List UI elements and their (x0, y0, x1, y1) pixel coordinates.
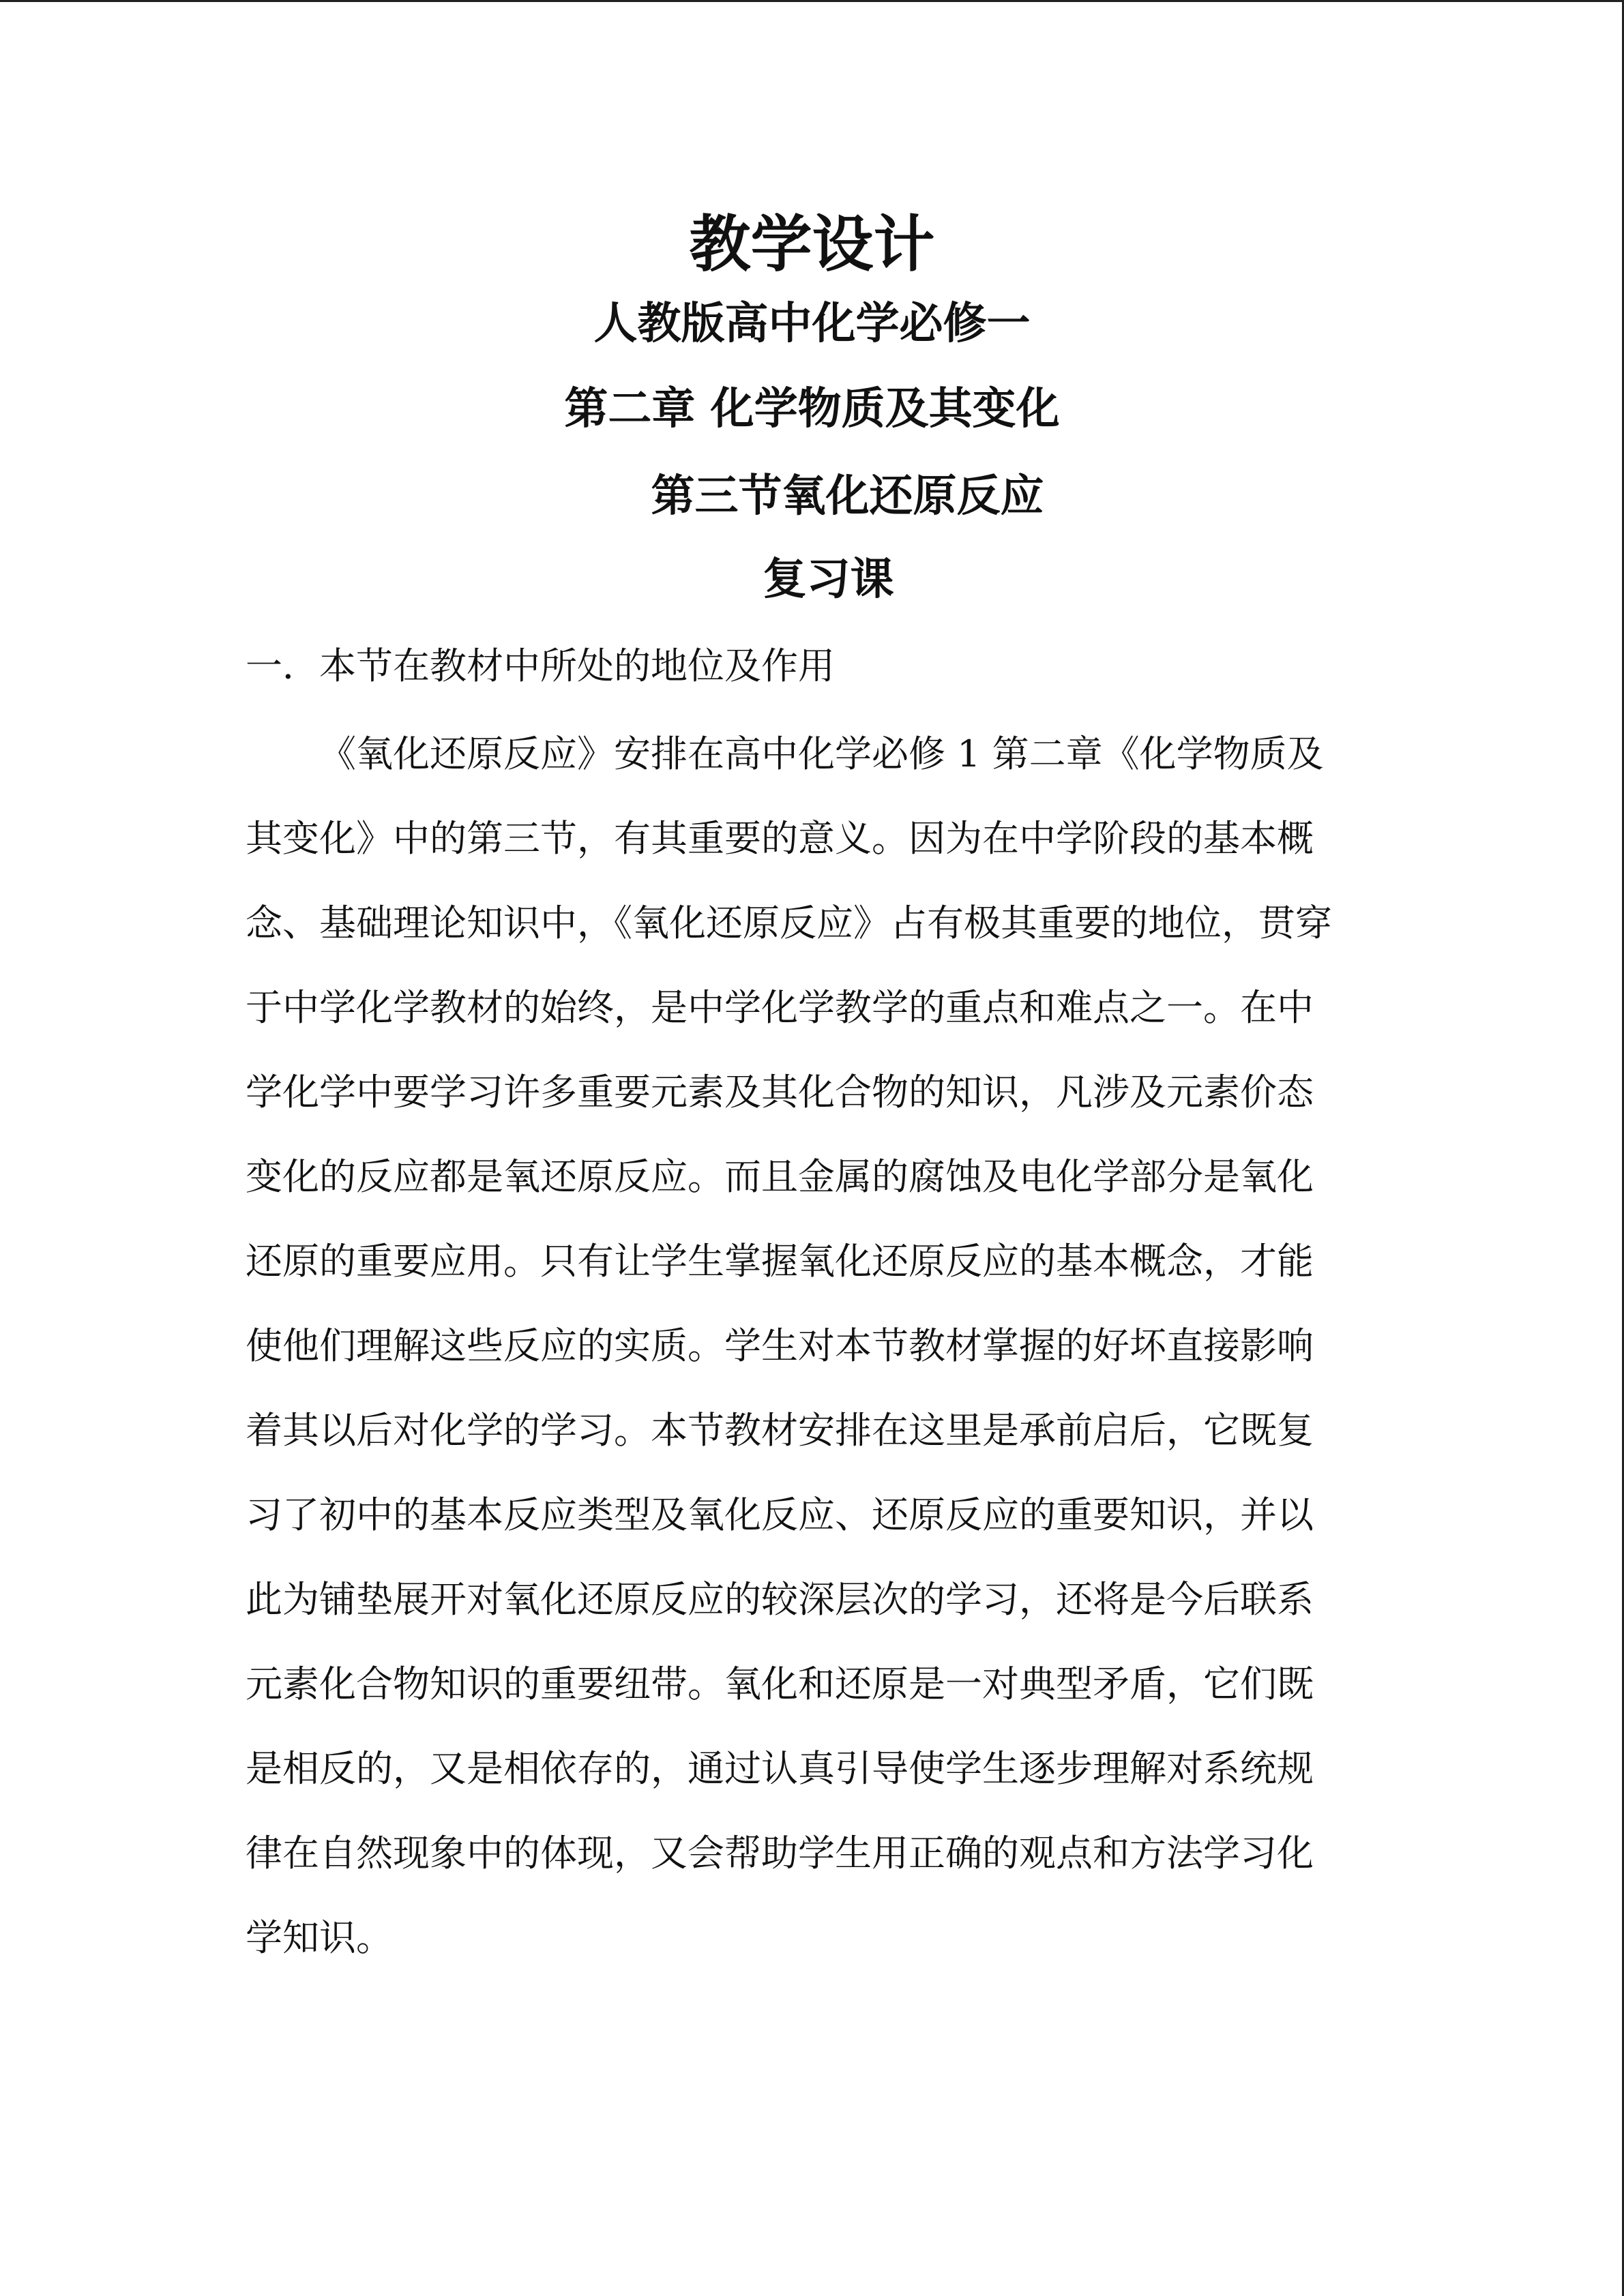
paragraph-line: 元素化合物知识的重要纽带。氧化和还原是一对典型矛盾，它们既 (246, 1663, 1314, 1705)
edition-subtitle: 人教版高中化学必修一 (593, 298, 1031, 349)
paragraph-line: 变化的反应都是氧还原反应。而且金属的腐蚀及电化学部分是氧化 (246, 1155, 1314, 1198)
body-paragraph (246, 725, 1378, 1993)
paragraph-line: 还原的重要应用。只有让学生掌握氧化还原反应的基本概念，才能 (246, 1240, 1314, 1283)
paragraph-line: 《氧化还原反应》安排在高中化学必修 1 第二章《化学物质及 (319, 732, 1324, 775)
paragraph-line: 着其以后对化学的学习。本节教材安排在这里是承前启后，它既复 (246, 1409, 1314, 1452)
chapter-subtitle: 第二章 化学物质及其变化 (564, 383, 1060, 434)
document-title: 教学设计 (689, 208, 935, 280)
paragraph-line: 学化学中要学习许多重要元素及其化合物的知识，凡涉及元素价态 (246, 1071, 1314, 1114)
paragraph-line: 是相反的，又是相依存的，通过认真引导使学生逐步理解对系统规 (246, 1747, 1314, 1790)
paragraph-line: 学知识。 (246, 1916, 393, 1959)
section-subtitle: 第三节氧化还原反应 (651, 471, 1044, 522)
paragraph-line: 习了初中的基本反应类型及氧化反应、还原反应的重要知识，并以 (246, 1493, 1314, 1536)
paragraph-line: 其变化》中的第三节，有其重要的意义。因为在中学阶段的基本概 (246, 817, 1314, 860)
paragraph-line: 此为铺垫展开对氧化还原反应的较深层次的学习，还将是今后联系 (246, 1578, 1314, 1621)
paragraph-line: 念、基础理论知识中，《氧化还原反应》占有极其重要的地位，贯穿 (246, 901, 1332, 944)
section-heading: 一．本节在教材中所处的地位及作用 (246, 644, 835, 687)
paragraph-line: 律在自然现象中的体现，又会帮助学生用正确的观点和方法学习化 (246, 1832, 1314, 1875)
paragraph-line: 于中学化学教材的始终，是中学化学教学的重点和难点之一。在中 (246, 986, 1314, 1029)
lesson-subtitle: 复习课 (763, 554, 894, 605)
paragraph-line: 使他们理解这些反应的实质。学生对本节教材掌握的好坏直接影响 (246, 1324, 1314, 1367)
